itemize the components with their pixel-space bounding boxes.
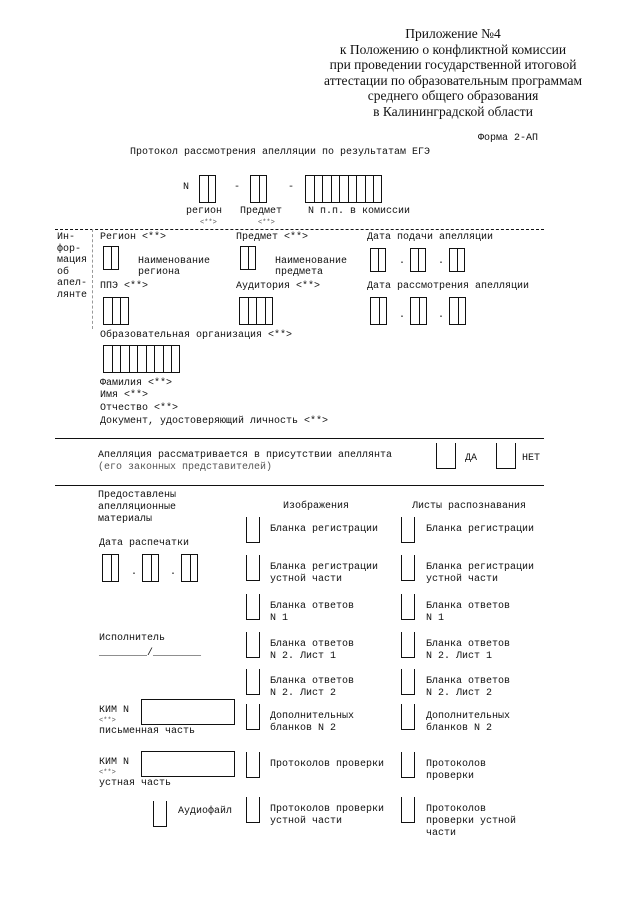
image-label bbox=[270, 524, 378, 536]
image-label-line: N 2. Лист 1 bbox=[270, 651, 337, 662]
page-title: Протокол рассмотрения апелляции по результатам ЕГЭ bbox=[130, 147, 431, 158]
side-divider bbox=[92, 229, 93, 329]
sheet-label-line: Бланка ответов bbox=[426, 639, 511, 650]
commission-number-caption: N п.п. в комиссии bbox=[308, 206, 411, 217]
print-day-cells[interactable] bbox=[102, 554, 119, 582]
image-label-line: Бланка ответов bbox=[270, 639, 355, 650]
dash-separator: - bbox=[234, 182, 241, 193]
subject-code-cells[interactable] bbox=[250, 175, 267, 203]
sheet-label bbox=[426, 804, 516, 840]
header-line: в Калининградской области bbox=[373, 103, 533, 119]
image-label-line: бланков N 2 bbox=[270, 723, 337, 734]
org-cells[interactable] bbox=[103, 345, 180, 373]
name-label: Имя <**> bbox=[100, 390, 149, 401]
date-dot: . bbox=[399, 310, 406, 321]
org-label: Образовательная организация <**> bbox=[100, 330, 293, 341]
number-label: N bbox=[183, 182, 190, 193]
review-month-cells[interactable] bbox=[410, 297, 427, 325]
sheet-checkbox[interactable] bbox=[401, 752, 415, 778]
sheet-label bbox=[426, 639, 510, 663]
sheet-label-line: проверки устной bbox=[426, 816, 517, 827]
commission-number-cells[interactable] bbox=[305, 175, 382, 203]
review-day-cells[interactable] bbox=[370, 297, 387, 325]
image-label-line: Бланка регистрации bbox=[270, 562, 379, 573]
side-label-line: апел- bbox=[57, 278, 88, 289]
sheet-label-line: N 2. Лист 2 bbox=[426, 688, 493, 699]
yes-checkbox[interactable] bbox=[436, 443, 456, 469]
sheet-checkbox[interactable] bbox=[401, 555, 415, 581]
image-label-line: N 1 bbox=[270, 613, 289, 624]
date-dot: . bbox=[438, 256, 445, 267]
image-checkbox[interactable] bbox=[246, 797, 260, 823]
side-label-line: Ин- bbox=[57, 232, 76, 243]
sheet-label-line: Протоколов bbox=[426, 804, 487, 815]
sheet-label bbox=[426, 759, 486, 783]
sheet-label-line: Дополнительных bbox=[426, 711, 511, 722]
image-label-line: Бланка ответов bbox=[270, 601, 355, 612]
sheet-label-line: бланков N 2 bbox=[426, 723, 493, 734]
section-divider bbox=[55, 229, 544, 230]
dash-separator: - bbox=[288, 182, 295, 193]
side-label-line: фор- bbox=[57, 243, 82, 255]
header-line: среднего общего образования bbox=[367, 88, 539, 103]
provided-label: Предоставлены апелляционные материалы bbox=[98, 490, 177, 525]
footnote-mark: <**> bbox=[200, 219, 217, 227]
date-dot: . bbox=[399, 256, 406, 267]
image-label bbox=[270, 759, 384, 771]
region-cells[interactable] bbox=[103, 246, 119, 270]
section-divider bbox=[55, 438, 544, 439]
section-divider bbox=[55, 485, 544, 486]
ppe-label: ППЭ <**> bbox=[100, 281, 149, 292]
auditorium-label: Аудитория <**> bbox=[236, 281, 321, 292]
review-year-cells[interactable] bbox=[449, 297, 466, 325]
subject-cells[interactable] bbox=[240, 246, 256, 270]
region-caption: регион bbox=[186, 206, 223, 217]
sheet-checkbox[interactable] bbox=[401, 797, 415, 823]
region-code-cells[interactable] bbox=[199, 175, 216, 203]
image-label bbox=[270, 711, 354, 735]
sheet-label-line: Бланка ответов bbox=[426, 601, 511, 612]
print-year-cells[interactable] bbox=[181, 554, 198, 582]
image-label bbox=[270, 601, 354, 625]
image-label-line: Бланка ответов bbox=[270, 676, 355, 687]
header-line: к Положению о конфликтной комиссии bbox=[339, 41, 567, 57]
presence-line: (его законных представителей) bbox=[98, 462, 273, 473]
executor-label: Исполнитель bbox=[99, 633, 166, 644]
filing-year-cells[interactable] bbox=[449, 248, 465, 272]
executor-signature-line[interactable]: ________/________ bbox=[99, 648, 202, 659]
side-label-line: об bbox=[57, 266, 70, 278]
sheet-label-line: N 1 bbox=[426, 613, 445, 624]
ppe-cells[interactable] bbox=[103, 297, 129, 325]
side-label-line: мация bbox=[57, 255, 88, 266]
kim-oral-field[interactable] bbox=[141, 751, 235, 777]
footnote-mark: <**> bbox=[258, 219, 275, 227]
document-label: Документ, удостоверяющий личность <**> bbox=[100, 416, 329, 427]
image-checkbox[interactable] bbox=[246, 752, 260, 778]
filing-day-cells[interactable] bbox=[370, 248, 386, 272]
sheet-checkbox[interactable] bbox=[401, 517, 415, 543]
sheets-header: Листы распознавания bbox=[412, 501, 527, 512]
kim-written-field[interactable] bbox=[141, 699, 235, 725]
header-line: при проведении государственной итоговой bbox=[329, 57, 577, 72]
patronymic-label: Отчество <**> bbox=[100, 403, 179, 414]
image-checkbox[interactable] bbox=[246, 517, 260, 543]
info-side-label bbox=[57, 232, 87, 301]
date-dot: . bbox=[131, 567, 138, 578]
image-label bbox=[270, 804, 384, 828]
image-checkbox[interactable] bbox=[246, 704, 260, 730]
image-label-line: устной части bbox=[270, 574, 343, 585]
image-checkbox[interactable] bbox=[246, 632, 260, 658]
image-label-line: Протоколов проверки bbox=[270, 759, 385, 770]
presence-line: Апелляция рассматривается в присутствии апеллянта bbox=[98, 450, 393, 461]
images-header: Изображения bbox=[283, 501, 350, 512]
appendix-header bbox=[324, 26, 582, 119]
sheet-label-line: Бланка ответов bbox=[426, 676, 511, 687]
audio-checkbox[interactable] bbox=[153, 801, 167, 827]
kim-written-label: КИМ N <**> письменная часть bbox=[99, 705, 196, 737]
image-checkbox[interactable] bbox=[246, 669, 260, 695]
subject-label: Предмет <**> bbox=[236, 232, 309, 243]
image-label bbox=[270, 676, 354, 700]
review-date-label: Дата рассмотрения апелляции bbox=[367, 281, 530, 292]
print-month-cells[interactable] bbox=[142, 554, 159, 582]
header-line: аттестации по образовательным программам bbox=[324, 72, 582, 88]
side-label-line: лянте bbox=[57, 289, 88, 301]
image-label bbox=[270, 562, 378, 586]
region-label: Регион <**> bbox=[100, 232, 167, 243]
auditorium-cells[interactable] bbox=[239, 297, 273, 325]
sheet-checkbox[interactable] bbox=[401, 669, 415, 695]
image-label-line: Бланка регистрации bbox=[270, 524, 379, 535]
header-line: Приложение №4 bbox=[405, 26, 501, 41]
surname-label: Фамилия <**> bbox=[100, 378, 173, 389]
sheet-label bbox=[426, 601, 510, 625]
sheet-checkbox[interactable] bbox=[401, 594, 415, 620]
audio-label: Аудиофайл bbox=[178, 806, 233, 817]
date-dot: . bbox=[170, 567, 177, 578]
image-checkbox[interactable] bbox=[246, 555, 260, 581]
yes-label: ДА bbox=[465, 453, 478, 464]
subject-name-label: Наименование предмета bbox=[275, 256, 348, 278]
sheet-label bbox=[426, 524, 534, 536]
sheet-label bbox=[426, 562, 534, 586]
sheet-label-line: Бланка регистрации bbox=[426, 562, 535, 573]
sheet-label-line: N 2. Лист 1 bbox=[426, 651, 493, 662]
sheet-checkbox[interactable] bbox=[401, 704, 415, 730]
sheet-label-line: устной части bbox=[426, 574, 499, 585]
image-label-line: Протоколов проверки bbox=[270, 804, 385, 815]
presence-label bbox=[98, 450, 392, 474]
print-date-label: Дата распечатки bbox=[99, 538, 190, 549]
region-name-label: Наименование региона bbox=[138, 256, 211, 278]
image-label-line: N 2. Лист 2 bbox=[270, 688, 337, 699]
sheet-label-line: части bbox=[426, 828, 457, 839]
no-label: НЕТ bbox=[522, 453, 541, 464]
image-label-line: Дополнительных bbox=[270, 711, 355, 722]
form-code: Форма 2-АП bbox=[478, 133, 539, 144]
image-label bbox=[270, 639, 354, 663]
date-dot: . bbox=[438, 310, 445, 321]
image-checkbox[interactable] bbox=[246, 594, 260, 620]
sheet-label bbox=[426, 711, 510, 735]
no-checkbox[interactable] bbox=[496, 443, 516, 469]
sheet-label-line: проверки bbox=[426, 771, 475, 782]
filing-month-cells[interactable] bbox=[410, 248, 426, 272]
kim-oral-label: КИМ N <**> устная часть bbox=[99, 757, 172, 789]
sheet-label bbox=[426, 676, 510, 700]
subject-caption: Предмет bbox=[240, 206, 283, 217]
sheet-checkbox[interactable] bbox=[401, 632, 415, 658]
sheet-label-line: Протоколов bbox=[426, 759, 487, 770]
sheet-label-line: Бланка регистрации bbox=[426, 524, 535, 535]
image-label-line: устной части bbox=[270, 816, 343, 827]
filing-date-label: Дата подачи апелляции bbox=[367, 232, 494, 243]
